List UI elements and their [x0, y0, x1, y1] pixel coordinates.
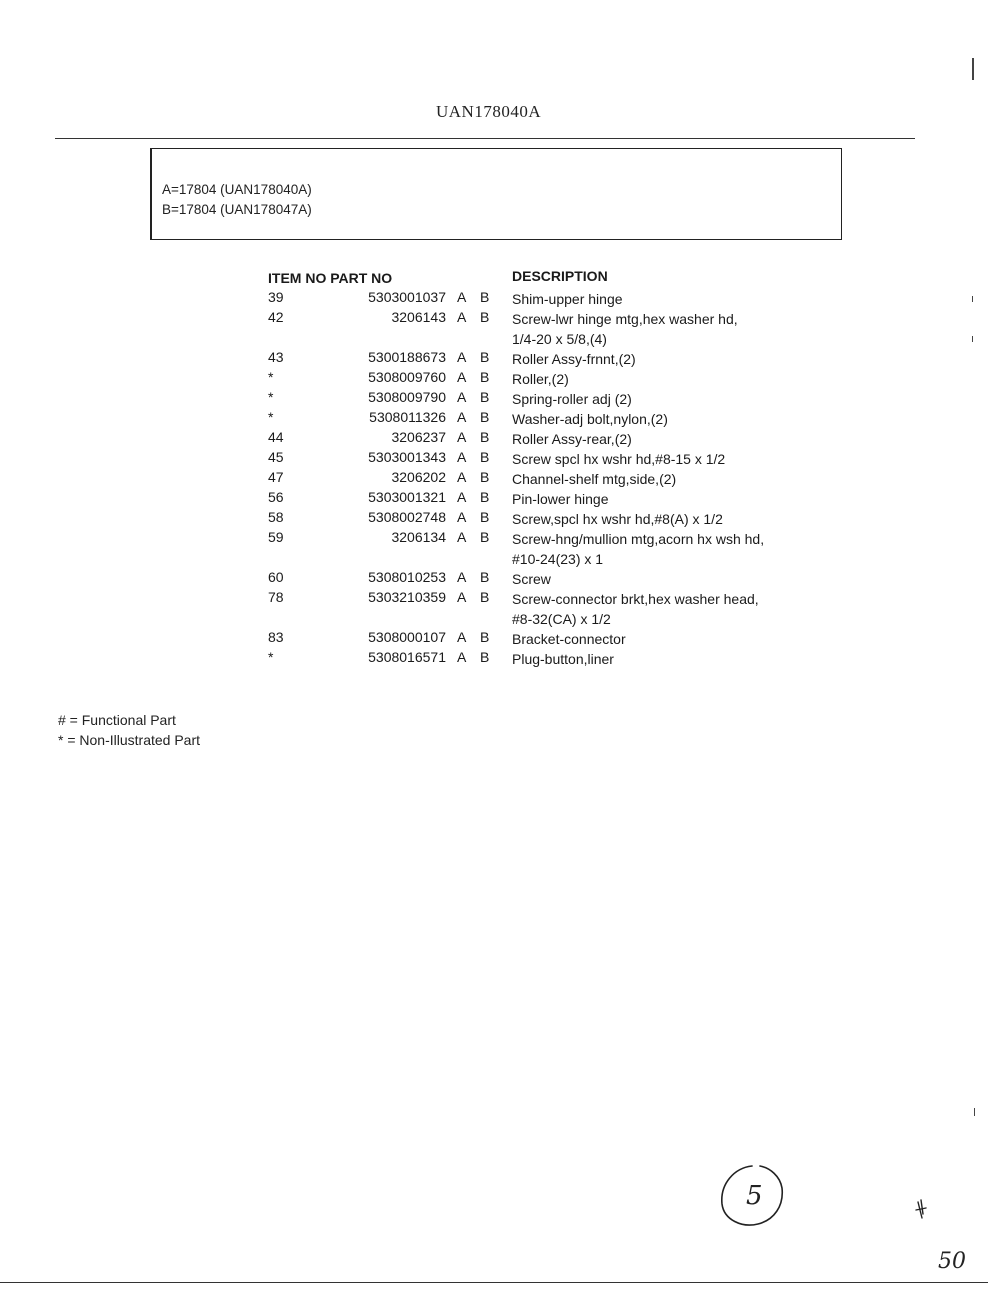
bottom-divider: [0, 1282, 988, 1283]
scan-artifact: [972, 336, 973, 342]
description-line: Bracket-connector: [512, 631, 626, 647]
item-number: 58: [268, 509, 284, 525]
model-a-flag: A: [457, 649, 467, 665]
model-b-flag: B: [480, 369, 490, 385]
table-row: [268, 289, 828, 309]
part-description: [512, 369, 569, 389]
part-number: 5308009790: [368, 389, 446, 405]
description-line: Screw-hng/mullion mtg,acorn hx wsh hd,: [512, 531, 765, 547]
model-b-label: B=17804 (UAN178047A): [162, 202, 312, 217]
model-b-flag: B: [480, 629, 490, 645]
model-b-flag: B: [480, 509, 490, 525]
part-description: [512, 629, 626, 649]
description-line: Roller Assy-rear,(2): [512, 431, 632, 447]
item-number: 83: [268, 629, 284, 645]
part-number: 5300188673: [368, 349, 446, 365]
part-description: [512, 449, 725, 469]
model-a-flag: A: [457, 529, 467, 545]
part-description: [512, 649, 614, 669]
part-number: 5303210359: [368, 589, 446, 605]
part-number: 5303001037: [368, 289, 446, 305]
model-a-label: A=17804 (UAN178040A): [162, 182, 312, 197]
circled-page-number: [712, 1158, 792, 1232]
item-number: 59: [268, 529, 284, 545]
table-row: [268, 569, 828, 589]
scan-artifact: [972, 296, 973, 302]
part-description: [512, 569, 551, 589]
item-number: *: [268, 389, 274, 405]
description-line: 1/4-20 x 5/8,(4): [512, 331, 607, 347]
item-number: 45: [268, 449, 284, 465]
table-row: [268, 469, 828, 489]
part-description: [512, 489, 609, 509]
model-b-flag: B: [480, 289, 490, 305]
table-row: [268, 429, 828, 449]
item-number: 39: [268, 289, 284, 305]
model-a-flag: A: [457, 469, 467, 485]
description-line: #10-24(23) x 1: [512, 551, 604, 567]
part-number: 5308011326: [369, 409, 446, 425]
page-title: UAN178040A: [436, 102, 542, 121]
parts-table: [268, 267, 828, 669]
part-description: [512, 389, 632, 409]
table-header: [268, 267, 828, 289]
model-a-flag: A: [457, 489, 467, 505]
part-number: 5303001321: [368, 489, 446, 505]
model-a-flag: A: [457, 449, 467, 465]
legend-functional: # = Functional Part: [58, 712, 176, 728]
model-b-flag: B: [480, 309, 490, 325]
item-number: 56: [268, 489, 284, 505]
model-b-flag: B: [480, 409, 490, 425]
part-number: 3206143: [391, 309, 446, 325]
part-description: [512, 469, 676, 489]
model-a-flag: A: [457, 629, 467, 645]
table-row: [268, 449, 828, 469]
part-description: [512, 429, 632, 449]
table-row: [268, 509, 828, 529]
part-description: [512, 409, 668, 429]
item-number: 43: [268, 349, 284, 365]
table-row: [268, 369, 828, 389]
model-a-flag: A: [457, 309, 467, 325]
model-a-flag: A: [457, 409, 467, 425]
description-line: Screw-connector brkt,hex washer head,: [512, 591, 759, 607]
table-row: [268, 649, 828, 669]
description-line: Screw spcl hx wshr hd,#8-15 x 1/2: [512, 451, 726, 467]
item-number: 42: [268, 309, 284, 325]
item-number: *: [268, 369, 274, 385]
model-a-flag: A: [457, 569, 467, 585]
description-line: Screw,spcl hx wshr hd,#8(A) x 1/2: [512, 511, 723, 527]
table-row: [268, 409, 828, 429]
item-number: 78: [268, 589, 284, 605]
circled-number-text: 5: [746, 1181, 763, 1211]
item-part-header: ITEM NO PART NO: [268, 270, 393, 286]
model-b-flag: B: [480, 569, 490, 585]
scan-artifact: [972, 58, 974, 80]
item-number: 44: [268, 429, 284, 445]
model-a-flag: A: [457, 589, 467, 605]
part-description: [512, 529, 764, 569]
description-line: #8-32(CA) x 1/2: [512, 611, 611, 627]
part-description: [512, 309, 738, 349]
part-number: 5308002748: [368, 509, 446, 525]
model-b-flag: B: [480, 469, 490, 485]
description-line: Pin-lower hinge: [512, 491, 609, 507]
handwritten-corner-marks: [910, 1190, 990, 1280]
part-number: 5303001343: [368, 449, 446, 465]
item-number: *: [268, 649, 274, 665]
part-description: [512, 589, 759, 629]
model-a-flag: A: [457, 509, 467, 525]
part-description: [512, 349, 636, 369]
model-b-flag: B: [480, 529, 490, 545]
description-line: Roller Assy-frnnt,(2): [512, 351, 636, 367]
part-number: 3206237: [391, 429, 446, 445]
model-a-flag: A: [457, 369, 467, 385]
model-a-flag: A: [457, 429, 467, 445]
part-number: 5308010253: [368, 569, 446, 585]
table-row: [268, 309, 828, 349]
part-number: 3206134: [391, 529, 446, 545]
description-line: Screw-lwr hinge mtg,hex washer hd,: [512, 311, 738, 327]
model-b-flag: B: [480, 489, 490, 505]
description-header: DESCRIPTION: [512, 268, 608, 284]
model-b-flag: B: [480, 649, 490, 665]
table-body: [268, 289, 828, 669]
model-b-flag: B: [480, 429, 490, 445]
part-description: [512, 289, 623, 309]
model-b-flag: B: [480, 449, 490, 465]
table-row: [268, 629, 828, 649]
item-number: *: [268, 409, 274, 425]
description-line: Spring-roller adj (2): [512, 391, 632, 407]
description-line: Roller,(2): [512, 371, 569, 387]
part-number: 3206202: [391, 469, 446, 485]
part-number: 5308016571: [368, 649, 446, 665]
table-row: [268, 589, 828, 629]
legend-non-illustrated: * = Non-Illustrated Part: [58, 732, 201, 748]
description-line: Shim-upper hinge: [512, 291, 623, 307]
description-line: Channel-shelf mtg,side,(2): [512, 471, 677, 487]
model-b-flag: B: [480, 389, 490, 405]
table-row: [268, 349, 828, 369]
part-number: 5308000107: [368, 629, 446, 645]
part-description: [512, 509, 723, 529]
table-row: [268, 529, 828, 569]
scan-artifact: [974, 1108, 975, 1116]
corner-number-text: 50: [938, 1249, 966, 1274]
description-line: Screw: [512, 571, 551, 587]
model-a-flag: A: [457, 389, 467, 405]
model-b-flag: B: [480, 589, 490, 605]
top-divider: [55, 138, 915, 139]
part-number: 5308009760: [368, 369, 446, 385]
model-a-flag: A: [457, 289, 467, 305]
model-b-flag: B: [480, 349, 490, 365]
description-line: Plug-button,liner: [512, 651, 614, 667]
item-number: 60: [268, 569, 284, 585]
model-legend-box: [150, 148, 842, 240]
table-row: [268, 389, 828, 409]
table-row: [268, 489, 828, 509]
model-a-flag: A: [457, 349, 467, 365]
item-number: 47: [268, 469, 284, 485]
description-line: Washer-adj bolt,nylon,(2): [512, 411, 668, 427]
